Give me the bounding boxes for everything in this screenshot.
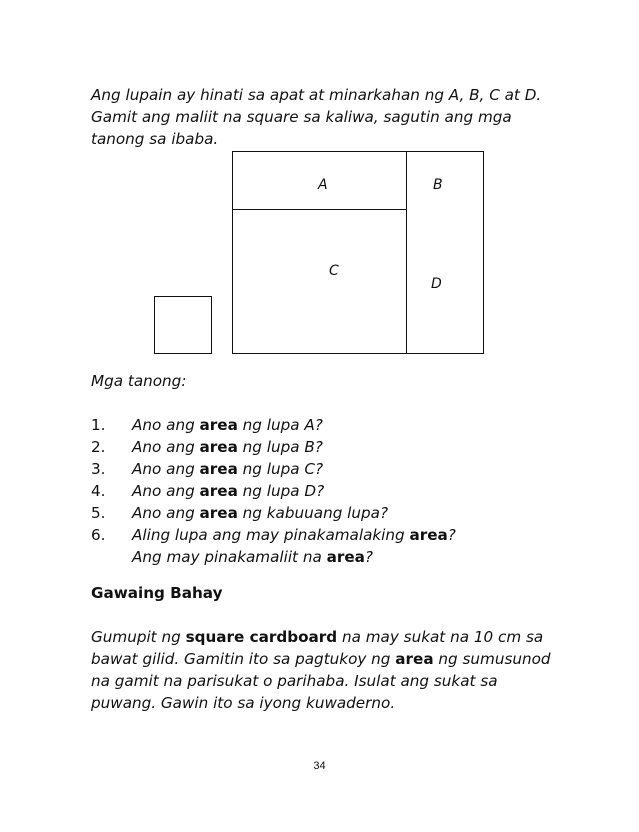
homework-keyword: area	[395, 650, 434, 668]
homework-keyword: square cardboard	[185, 628, 338, 646]
question-number: 3.	[91, 460, 106, 478]
question-number: 6.	[91, 526, 106, 544]
question-number: 2.	[91, 438, 106, 456]
homework-text: ng sumusunod na gamit na parisukat o parihaba. Isulat ang sukat sa puwang. Gawin ito sa iyong kuwaderno.	[91, 650, 551, 712]
questions-heading: Mga tanong:	[91, 372, 187, 390]
label-a: A	[318, 177, 328, 193]
question-keyword: area	[199, 482, 238, 500]
homework-heading: Gawaing Bahay	[91, 584, 223, 602]
question-text: Ang may pinakamaliit na	[132, 548, 327, 566]
question-keyword: area	[199, 416, 238, 434]
label-b: B	[433, 177, 443, 193]
homework-text: na may sukat na 10 cm sa bawat gilid. Gamitin ito sa pagtukoy ng	[91, 628, 544, 668]
question-item	[91, 524, 571, 568]
homework-paragraph	[91, 626, 551, 714]
question-text: ng lupa A?	[237, 416, 323, 434]
question-text: ?	[447, 526, 456, 544]
question-keyword: area	[326, 548, 365, 566]
question-text: ng lupa B?	[237, 438, 323, 456]
question-item	[91, 480, 571, 502]
question-text: Aling lupa ang may pinakamalaking	[132, 526, 410, 544]
question-text: Ano ang	[132, 504, 200, 522]
question-keyword: area	[409, 526, 448, 544]
question-text: Ano ang	[132, 482, 200, 500]
unit-square	[154, 296, 212, 354]
question-item	[91, 458, 571, 480]
question-item	[91, 414, 571, 436]
label-d: D	[431, 276, 442, 292]
question-keyword: area	[199, 438, 238, 456]
question-item	[91, 502, 571, 524]
homework-text: Gumupit ng	[91, 628, 186, 646]
question-number: 1.	[91, 416, 106, 434]
question-text: Ano ang	[132, 460, 200, 478]
question-number: 5.	[91, 504, 106, 522]
question-text: ng lupa C?	[237, 460, 324, 478]
question-number: 4.	[91, 482, 106, 500]
question-text: ng kabuuang lupa?	[237, 504, 389, 522]
divider-horizontal	[233, 209, 406, 210]
question-item	[91, 436, 571, 458]
questions-list	[91, 414, 571, 568]
intro-paragraph: Ang lupain ay hinati sa apat at minarkahan ng A, B, C at D. Gamit ang maliit na square sa kaliwa, sagutin ang mga tanong sa ibaba.	[91, 86, 542, 148]
question-keyword: area	[199, 460, 238, 478]
question-keyword: area	[199, 504, 238, 522]
page-number: 34	[313, 760, 326, 772]
question-text: ng lupa D?	[237, 482, 325, 500]
question-text: Ano ang	[132, 416, 200, 434]
label-c: C	[329, 263, 339, 279]
divider-vertical	[406, 152, 407, 353]
question-text: Ano ang	[132, 438, 200, 456]
land-diagram	[232, 151, 484, 354]
question-text: ?	[364, 548, 373, 566]
